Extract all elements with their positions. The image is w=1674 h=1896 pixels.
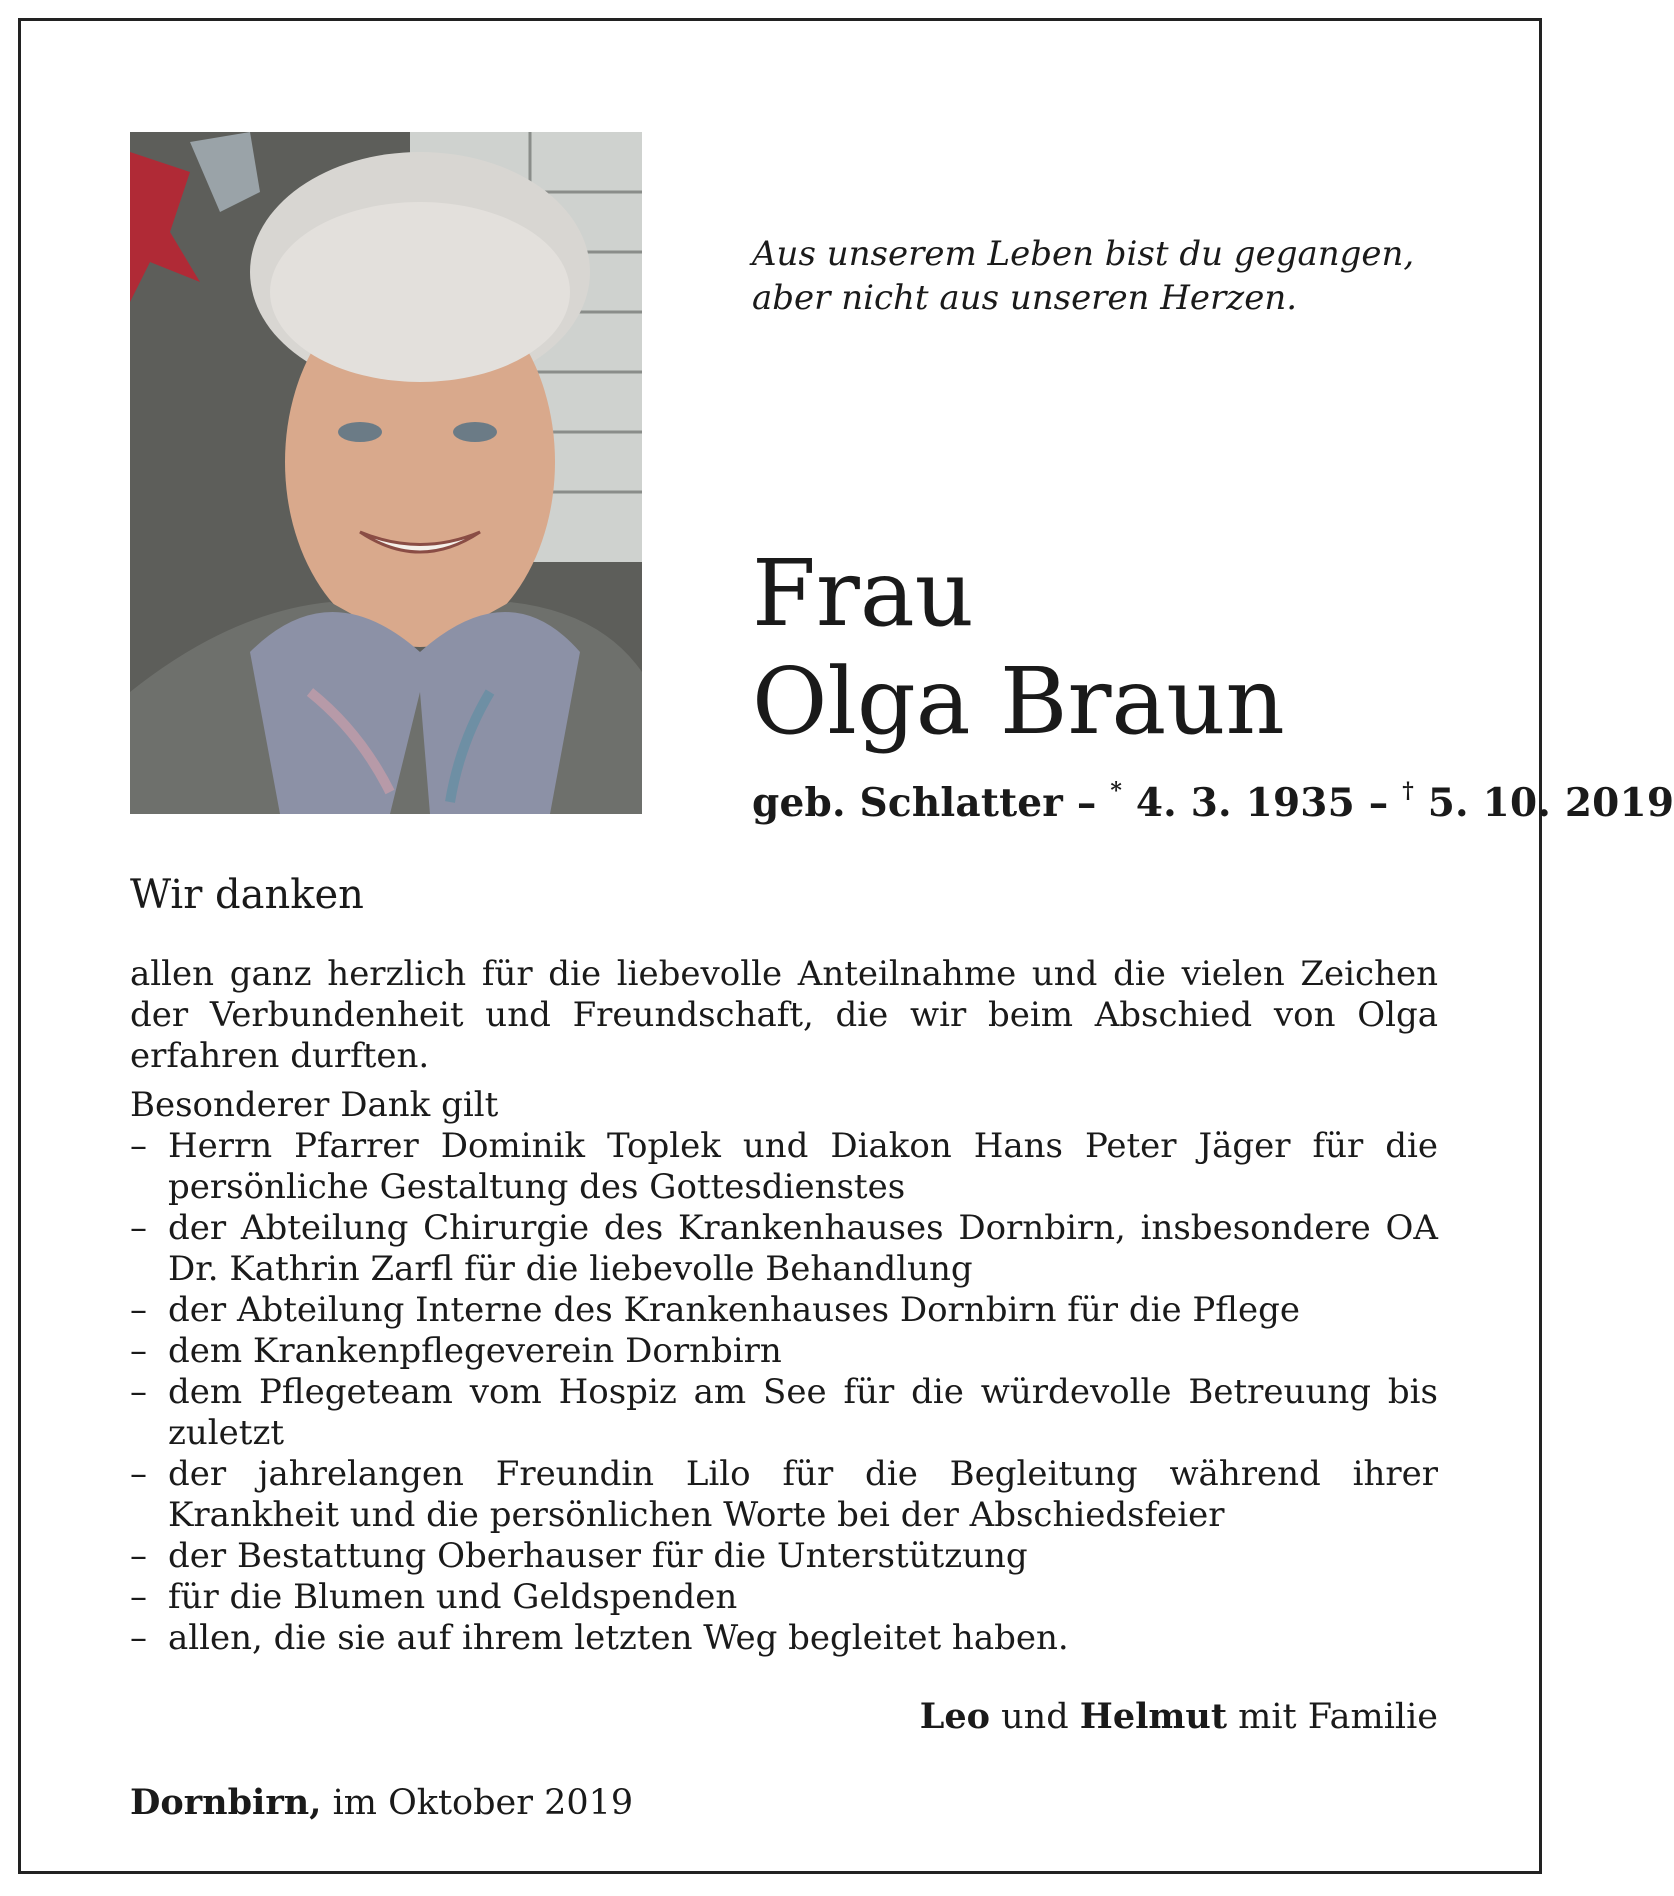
list-item: – für die Blumen und Geldspenden: [130, 1577, 1438, 1618]
death-symbol: †: [1402, 778, 1414, 804]
signature-name-2: Helmut: [1079, 1696, 1228, 1737]
memorial-quote: [752, 232, 1414, 320]
special-thanks-heading: Besonderer Dank gilt: [130, 1085, 499, 1125]
deceased-title: Frau: [752, 540, 974, 647]
thanks-heading: Wir danken: [130, 872, 364, 918]
birth-death-line: [752, 778, 1674, 826]
signature-and: und: [990, 1697, 1080, 1737]
thanks-list: [130, 1126, 1438, 1659]
separator-2: –: [1354, 780, 1403, 826]
list-item: – dem Pflegeteam vom Hospiz am See für die würdevolle Betreuung bis zuletzt: [130, 1372, 1438, 1454]
place-date: [130, 1782, 633, 1823]
maiden-name: geb. Schlatter: [752, 780, 1064, 826]
deceased-name: Olga Braun: [752, 648, 1285, 755]
quote-line-1: Aus unserem Leben bist du gegangen,: [752, 234, 1415, 274]
list-item: – Herrn Pfarrer Dominik Toplek und Diakon Hans Peter Jäger für die persönliche Gestaltung des Gottesdienstes: [130, 1126, 1438, 1208]
death-date: 5. 10. 2019: [1413, 780, 1674, 826]
thanks-intro: allen ganz herzlich für die liebevolle Anteilnahme und die vielen Zeichen der Verbundenheit und Freundschaft, die wir beim Abschied von Olga erfahren durften.: [130, 954, 1438, 1076]
portrait-illustration: [130, 132, 642, 814]
portrait-photo: [130, 132, 642, 814]
place-date-text: im Oktober 2019: [321, 1783, 634, 1823]
list-item: – der Bestattung Oberhauser für die Unterstützung: [130, 1536, 1438, 1577]
signature: [920, 1696, 1438, 1737]
birth-date: 4. 3. 1935: [1122, 780, 1355, 826]
quote-line-2: aber nicht aus unseren Herzen.: [752, 278, 1298, 318]
list-item: – der jahrelangen Freundin Lilo für die Begleitung während ihrer Krankheit und die persönlichen Worte bei der Abschiedsfeier: [130, 1454, 1438, 1536]
list-item: – der Abteilung Interne des Krankenhauses Dornbirn für die Pflege: [130, 1290, 1438, 1331]
list-item: – allen, die sie auf ihrem letzten Weg begleitet haben.: [130, 1618, 1438, 1659]
place-city: Dornbirn,: [130, 1782, 322, 1823]
deceased-name-block: [752, 540, 1285, 756]
separator-1: –: [1063, 780, 1111, 826]
list-item: – der Abteilung Chirurgie des Krankenhauses Dornbirn, insbesondere OA Dr. Kathrin Zarfl für die liebevolle Behandlung: [130, 1208, 1438, 1290]
signature-name-1: Leo: [919, 1696, 990, 1737]
birth-symbol: *: [1110, 778, 1123, 804]
thanks-body: [130, 954, 1438, 1659]
signature-suffix: mit Familie: [1227, 1697, 1438, 1737]
list-item: – dem Krankenpflegeverein Dornbirn: [130, 1331, 1438, 1372]
